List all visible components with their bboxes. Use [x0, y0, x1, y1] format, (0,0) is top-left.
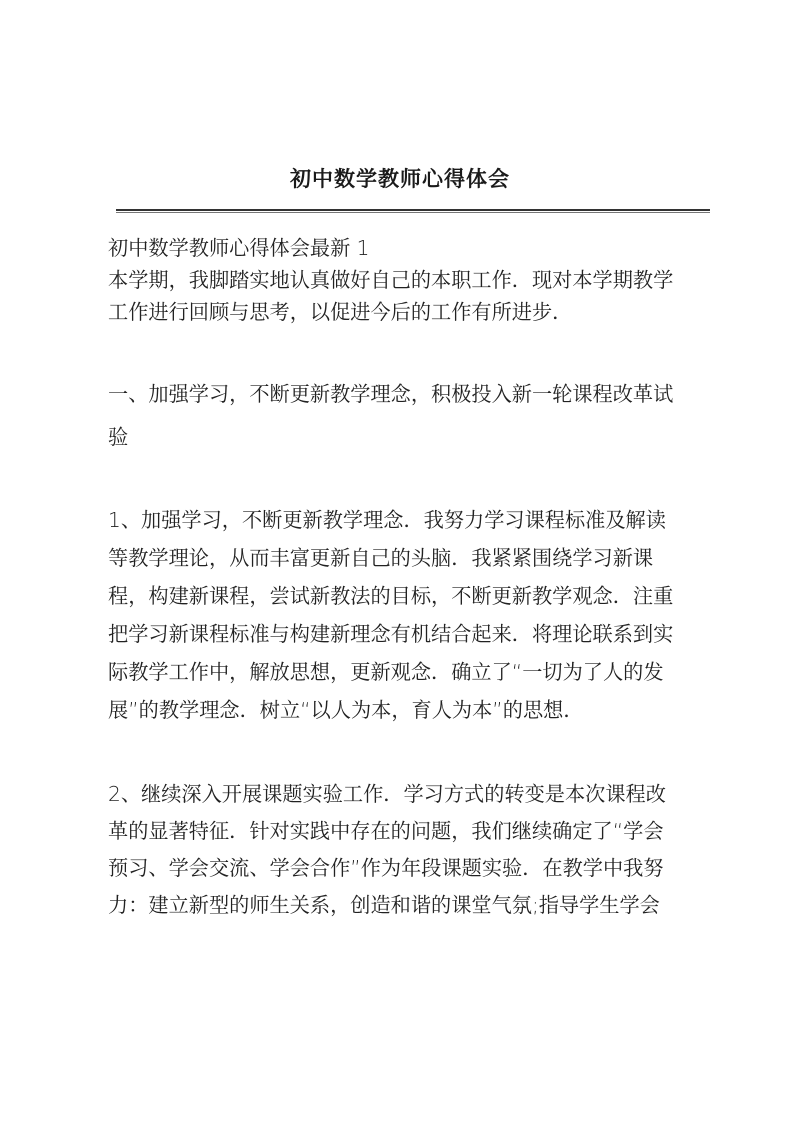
paragraph-line: 把学习新课程标准与构建新理念有机结合起来．将理论联系到实: [108, 622, 674, 646]
paragraph-line: 际教学工作中，解放思想，更新观念．确立了“一切为了人的发: [108, 660, 664, 684]
paragraph-line: 等教学理论，从而丰富更新自己的头脑．我紧紧围绕学习新课: [108, 546, 654, 570]
heading-line: 一、加强学习，不断更新教学理念，积极投入新一轮课程改革试: [108, 382, 674, 406]
paragraph-line: 革的显著特征．针对实践中存在的问题，我们继续确定了“学会: [108, 819, 664, 843]
title-divider: [116, 209, 710, 213]
paragraph-1: [108, 504, 712, 732]
document-body: [108, 232, 712, 926]
paragraph-gap: [108, 732, 712, 778]
paragraph-line: 力：建立新型的师生关系，创造和谐的课堂气氛;指导学生学会: [108, 893, 660, 917]
paragraph-line: 本学期，我脚踏实地认真做好自己的本职工作．现对本学期教学: [108, 268, 674, 292]
paragraph-line: 预习、学会交流、学会合作”作为年段课题实验．在教学中我努: [108, 856, 664, 880]
paragraph-gap: [108, 328, 712, 378]
paragraph-line: 2、继续深入开展课题实验工作．学习方式的转变是本次课程改: [108, 782, 666, 806]
heading-line: 验: [108, 425, 129, 449]
document-title: 初中数学教师心得体会: [290, 166, 510, 191]
paragraph-line: 展”的教学理念．树立“以人为本，育人为本”的思想．: [108, 698, 584, 722]
paragraph-2: [108, 778, 712, 926]
paragraph-line: 1、加强学习，不断更新教学理念．我努力学习课程标准及解读: [108, 508, 666, 532]
paragraph-line: 程，构建新课程，尝试新教法的目标，不断更新教学观念．注重: [108, 584, 674, 608]
paragraph-gap: [108, 453, 712, 504]
paragraph-line: 工作进行回顾与思考，以促进今后的工作有所进步．: [108, 300, 573, 324]
document-subtitle: 初中数学教师心得体会最新 1: [108, 236, 370, 260]
section-heading: [108, 378, 712, 453]
intro-paragraph: [108, 264, 712, 328]
